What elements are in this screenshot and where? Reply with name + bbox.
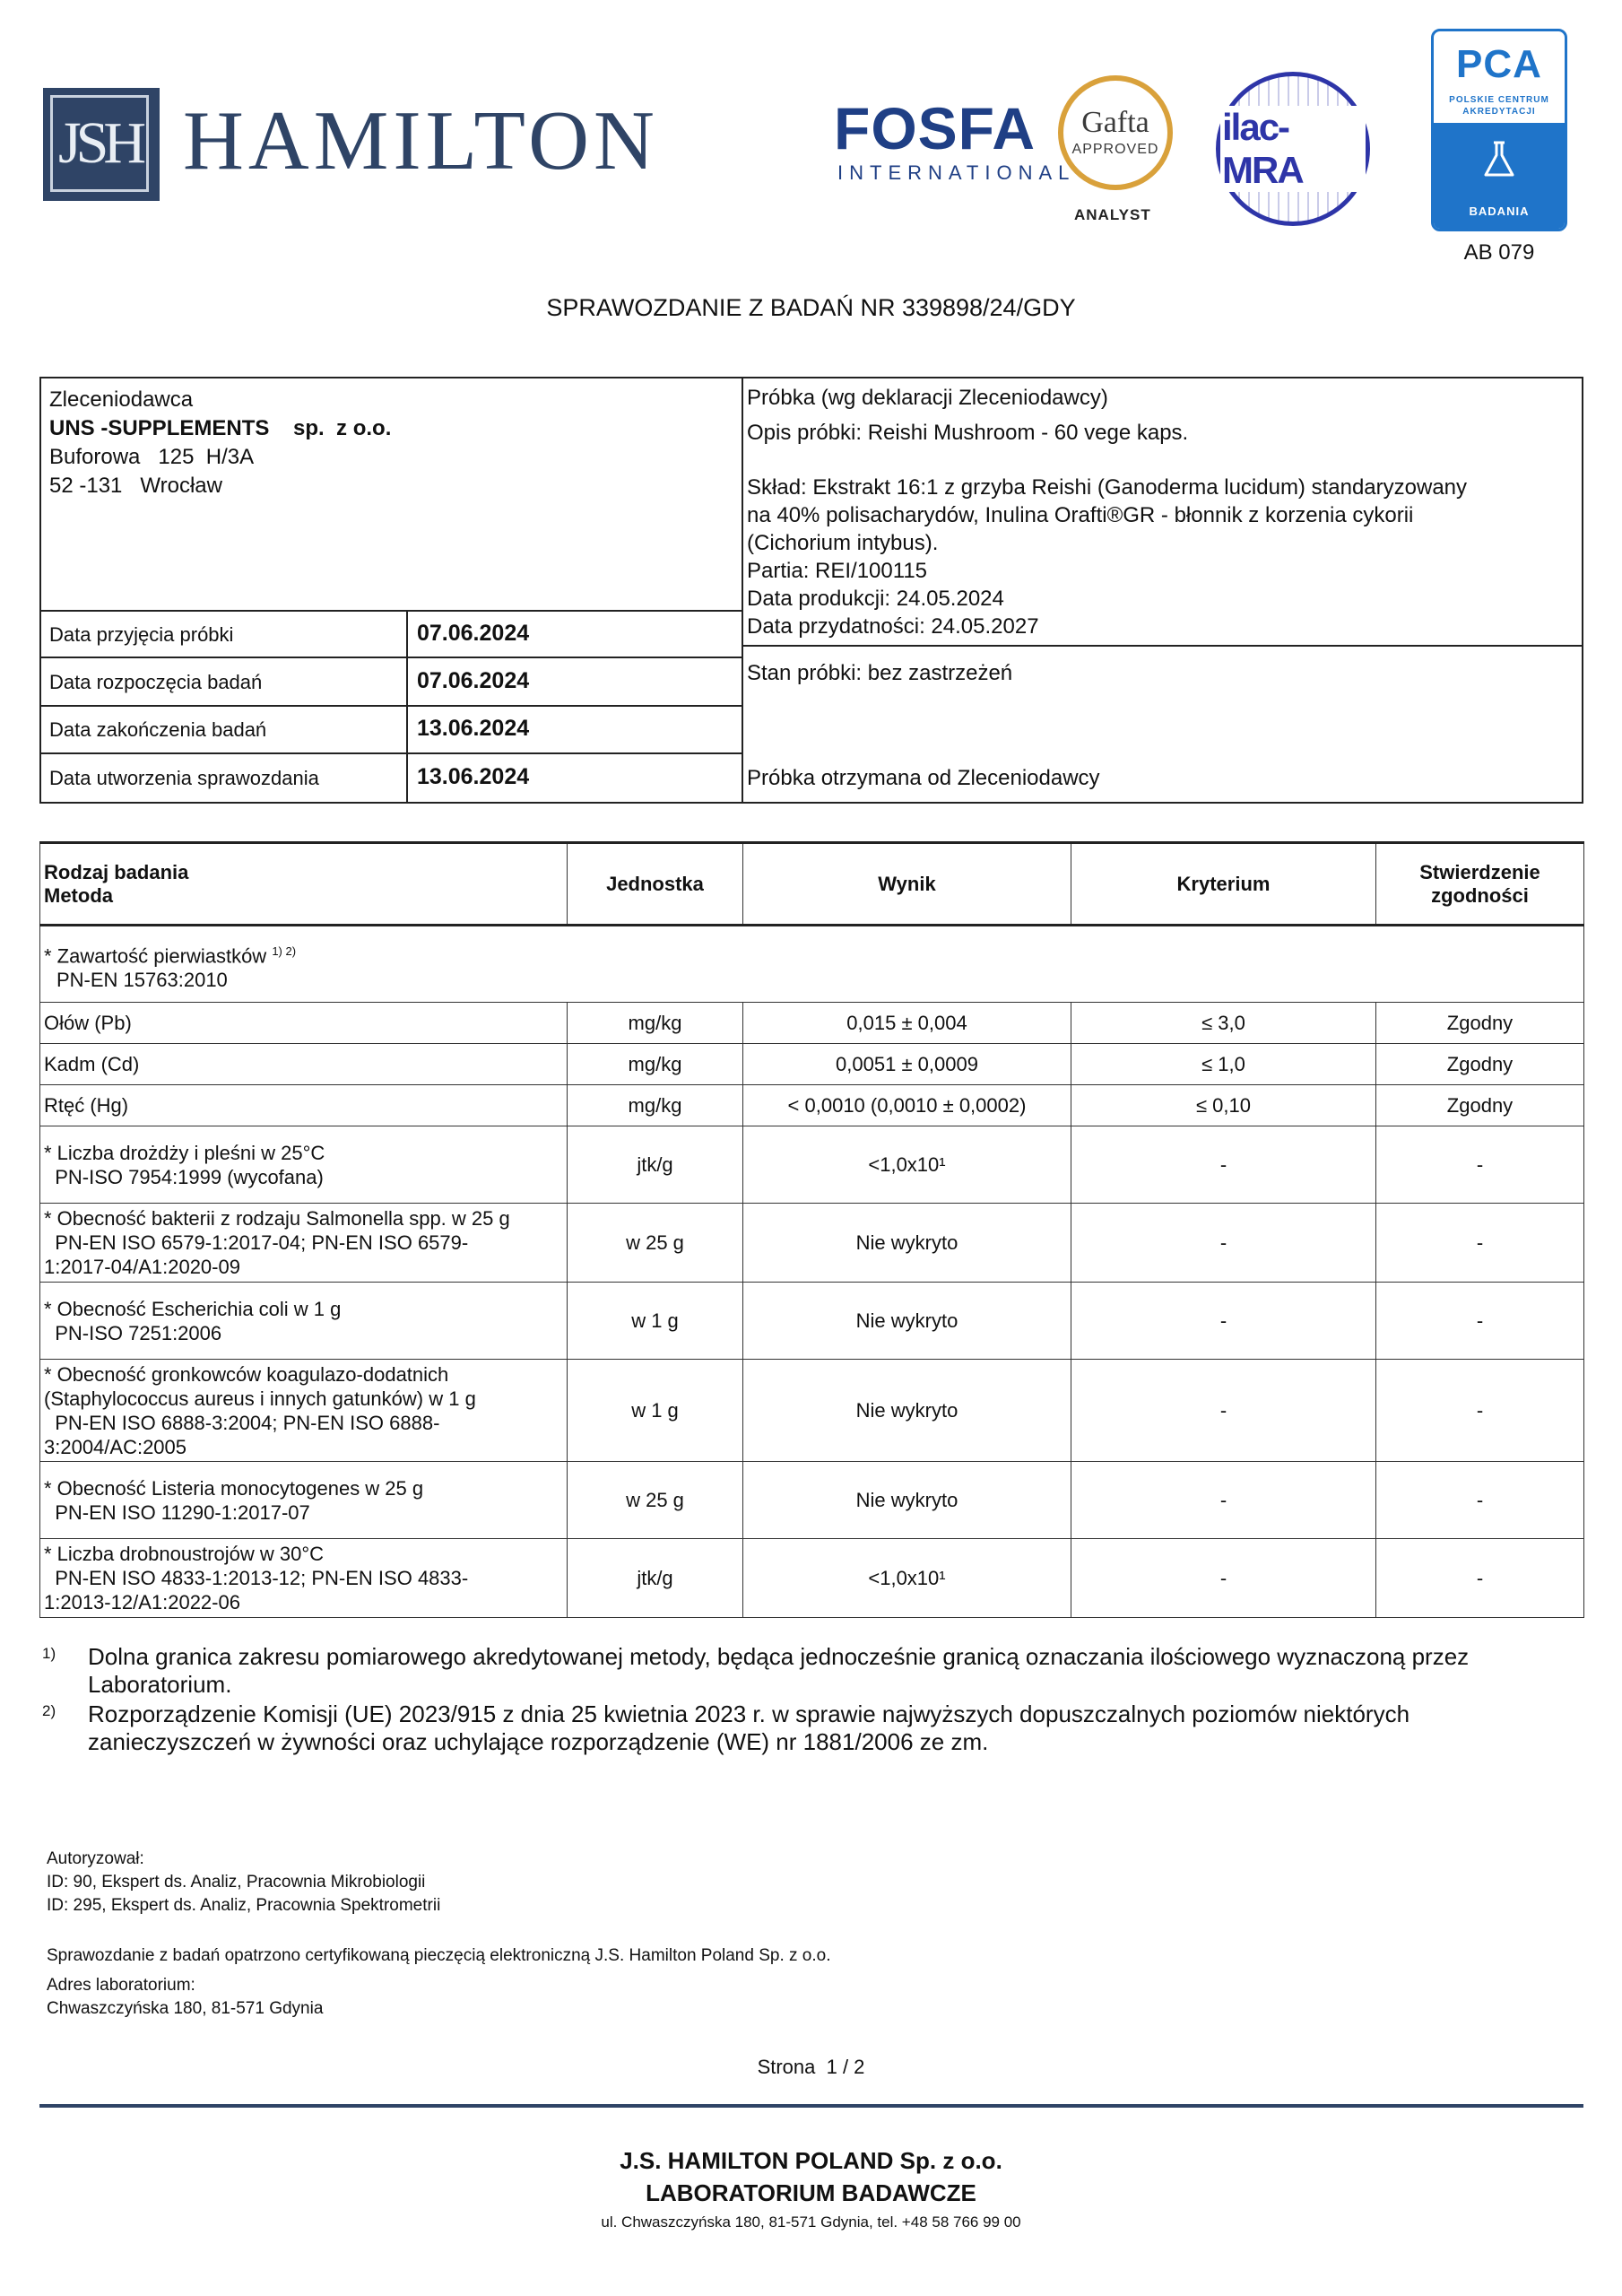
report-title: SPRAWOZDANIE Z BADAŃ NR 339898/24/GDY — [546, 294, 1076, 321]
pca-logo — [1431, 29, 1567, 231]
gafta-title: Gafta — [1081, 106, 1149, 139]
cell-result: Nie wykryto — [743, 1462, 1071, 1539]
date-label-start: Data rozpoczęcia badań — [49, 671, 263, 693]
cell-test-line: 3:2004/AC:2005 — [44, 1435, 187, 1458]
dates-col-divider — [406, 610, 408, 802]
lab-address-value: Chwaszczyńska 180, 81-571 Gdynia — [47, 1999, 324, 2018]
cell-criterion: - — [1071, 1283, 1376, 1360]
cell-conformity: Zgodny — [1376, 1085, 1584, 1126]
table-row — [40, 1044, 1584, 1085]
sample-composition-3: (Cichorium intybus). — [747, 531, 939, 555]
footnote-1-line2: Laboratorium. — [88, 1671, 232, 1698]
cell-criterion: - — [1071, 1462, 1376, 1539]
client-label: Zleceniodawca — [49, 387, 194, 412]
ilac-mra-logo — [1216, 72, 1370, 226]
table-row — [40, 1085, 1584, 1126]
pca-subtitle-line1: POLSKIE CENTRUM — [1449, 95, 1549, 105]
report-info-box — [39, 377, 1583, 804]
cell-unit: w 1 g — [568, 1360, 743, 1462]
cell-test: Ołów (Pb) — [40, 1003, 568, 1044]
dates-line-2 — [41, 705, 742, 707]
cell-test-line: PN-ISO 7954:1999 (wycofana) — [44, 1165, 324, 1188]
cell-result: Nie wykryto — [743, 1283, 1071, 1360]
gafta-analyst: ANALYST — [1074, 206, 1151, 223]
cell-test-line: PN-ISO 7251:2006 — [44, 1321, 222, 1344]
date-value-start: 07.06.2024 — [417, 668, 530, 693]
footer-lab: LABORATORIUM BADAWCZE — [646, 2179, 976, 2206]
cell-test-line: PN-EN ISO 4833-1:2013-12; PN-EN ISO 4833- — [44, 1567, 469, 1589]
cell-conformity: - — [1376, 1462, 1584, 1539]
cell-test — [40, 1539, 568, 1618]
accreditation-code: AB 079 — [1463, 240, 1535, 265]
cell-test-line: * Obecność gronkowców koagulazo-dodatnich — [44, 1362, 449, 1386]
client-city: 52 -131 Wrocław — [49, 474, 222, 498]
col-header-conformity-line2: zgodności — [1431, 883, 1529, 907]
cell-test-line: PN-EN ISO 11290-1:2017-07 — [44, 1500, 310, 1524]
table-row — [40, 1539, 1584, 1618]
sample-expiry-date: Data przydatności: 24.05.2027 — [747, 614, 1039, 639]
date-label-end: Data zakończenia badań — [49, 718, 267, 741]
table-row — [40, 1204, 1584, 1283]
authorization-line2: ID: 295, Ekspert ds. Analiz, Pracownia Spektrometrii — [47, 1896, 441, 1915]
cell-test — [40, 1204, 568, 1283]
footer-divider — [39, 2104, 1583, 2108]
cell-test-line: * Obecność Escherichia coli w 1 g — [44, 1297, 342, 1320]
dates-line-3 — [41, 752, 742, 754]
cell-conformity: Zgodny — [1376, 1003, 1584, 1044]
footnote-1-number: 1) — [42, 1645, 56, 1662]
col-header-result: Wynik — [743, 843, 1071, 926]
info-divider — [742, 378, 743, 802]
table-row — [40, 1283, 1584, 1360]
cell-conformity: - — [1376, 1360, 1584, 1462]
footnote-2-line1: Rozporządzenie Komisji (UE) 2023/915 z dnia 25 kwietnia 2023 r. w sprawie najwyższych dopuszczalnych poziomów niektórych — [88, 1700, 1410, 1727]
footer-contact: ul. Chwaszczyńska 180, 81-571 Gdynia, tel. +48 58 766 99 00 — [601, 2213, 1021, 2231]
cell-test-line: * Obecność bakterii z rodzaju Salmonella spp. w 25 g — [44, 1207, 510, 1230]
fosfa-subtitle: INTERNATIONAL — [837, 161, 1076, 184]
cell-test-line: * Obecność Listeria monocytogenes w 25 g — [44, 1476, 424, 1500]
certification-note: Sprawozdanie z badań opatrzono certyfikowaną pieczęcią elektroniczną J.S. Hamilton Poland Sp. z o.o. — [47, 1946, 831, 1965]
cell-criterion: ≤ 3,0 — [1071, 1003, 1376, 1044]
cell-conformity: - — [1376, 1283, 1584, 1360]
group-method: PN-EN 15763:2010 — [56, 969, 228, 992]
cell-criterion: - — [1071, 1204, 1376, 1283]
col-header-test-line2: Metoda — [44, 883, 113, 907]
cell-test-line: PN-EN ISO 6579-1:2017-04; PN-EN ISO 6579- — [44, 1231, 469, 1254]
cell-conformity: - — [1376, 1126, 1584, 1204]
cell-result: <1,0x10¹ — [743, 1539, 1071, 1618]
cell-result: Nie wykryto — [743, 1204, 1071, 1283]
table-row — [40, 1126, 1584, 1204]
sample-batch: Partia: REI/100115 — [747, 559, 928, 583]
pca-subtitle-line2: AKREDYTACJI — [1462, 107, 1536, 117]
brand-name: HAMILTON — [183, 94, 659, 187]
sample-production-date: Data produkcji: 24.05.2024 — [747, 587, 1004, 611]
cell-unit: mg/kg — [568, 1085, 743, 1126]
col-header-criterion: Kryterium — [1071, 843, 1376, 926]
cell-criterion: - — [1071, 1126, 1376, 1204]
cell-unit: mg/kg — [568, 1003, 743, 1044]
lab-address-label: Adres laboratorium: — [47, 1976, 195, 1995]
cell-unit: w 1 g — [568, 1283, 743, 1360]
cell-conformity: - — [1376, 1204, 1584, 1283]
footnote-2-number: 2) — [42, 1702, 56, 1719]
footer-company: J.S. HAMILTON POLAND Sp. z o.o. — [620, 2147, 1002, 2174]
cell-test-line: PN-EN ISO 6888-3:2004; PN-EN ISO 6888- — [44, 1411, 440, 1434]
cell-unit: jtk/g — [568, 1539, 743, 1618]
sample-received: Próbka otrzymana od Zleceniodawcy — [747, 766, 1100, 790]
group-title-text: * Zawartość pierwiastków — [44, 944, 267, 968]
group-cell — [40, 926, 1584, 1003]
pca-title: PCA — [1456, 42, 1542, 86]
sample-composition-2: na 40% polisacharydów, Inulina Orafti®GR - błonnik z korzenia cykorii — [747, 503, 1414, 527]
authorization-line1: ID: 90, Ekspert ds. Analiz, Pracownia Mikrobiologii — [47, 1873, 426, 1892]
client-name: UNS -SUPPLEMENTS sp. z o.o. — [49, 416, 392, 440]
cell-test — [40, 1126, 568, 1204]
cell-test-line: (Staphylococcus aureus i innych gatunków) w 1 g — [44, 1387, 476, 1410]
sample-composition-1: Skład: Ekstrakt 16:1 z grzyba Reishi (Ganoderma lucidum) standaryzowany — [747, 475, 1468, 500]
pca-badge-text: BADANIA — [1469, 204, 1530, 218]
cell-unit: jtk/g — [568, 1126, 743, 1204]
table-row — [40, 1462, 1584, 1539]
col-header-conformity — [1376, 843, 1584, 926]
table-group-row — [40, 926, 1584, 1003]
results-table — [39, 841, 1584, 1618]
flask-icon — [1479, 139, 1520, 180]
cell-criterion: - — [1071, 1539, 1376, 1618]
cell-test-line: * Liczba drobnoustrojów w 30°C — [44, 1543, 325, 1565]
cell-test-line: 1:2017-04/A1:2020-09 — [44, 1256, 240, 1278]
gafta-subtitle: APPROVED — [1071, 142, 1159, 157]
cell-test: Kadm (Cd) — [40, 1044, 568, 1085]
ilac-mra-text: ilac-MRA — [1220, 106, 1366, 192]
date-value-report: 13.06.2024 — [417, 764, 530, 789]
page-number: Strona 1 / 2 — [757, 2056, 865, 2078]
col-header-test-line1: Rodzaj badania — [44, 860, 189, 883]
date-value-end: 13.06.2024 — [417, 716, 530, 741]
sample-description: Opis próbki: Reishi Mushroom - 60 vege kaps. — [747, 421, 1189, 445]
group-title — [44, 939, 1580, 968]
cell-result: Nie wykryto — [743, 1360, 1071, 1462]
logo-monogram-frame — [50, 95, 149, 192]
cell-conformity: Zgodny — [1376, 1044, 1584, 1085]
sample-separator — [742, 645, 1583, 647]
dates-line-1 — [41, 657, 742, 658]
cell-criterion: ≤ 0,10 — [1071, 1085, 1376, 1126]
cell-result: < 0,0010 (0,0010 ± 0,0002) — [743, 1085, 1071, 1126]
cell-unit: mg/kg — [568, 1044, 743, 1085]
hamilton-logo — [43, 88, 160, 201]
cell-unit: w 25 g — [568, 1204, 743, 1283]
table-row — [40, 1003, 1584, 1044]
cell-test — [40, 1462, 568, 1539]
col-header-conformity-line1: Stwierdzenie — [1419, 860, 1540, 883]
table-header-row — [40, 843, 1584, 926]
gafta-logo — [1058, 75, 1173, 190]
sample-state: Stan próbki: bez zastrzeżeń — [747, 661, 1013, 685]
col-header-unit: Jednostka — [568, 843, 743, 926]
group-footnote-ref: 1) 2) — [272, 944, 297, 958]
col-header-test — [40, 843, 568, 926]
dates-top-line — [41, 610, 742, 612]
cell-test: Rtęć (Hg) — [40, 1085, 568, 1126]
sample-heading: Próbka (wg deklaracji Zleceniodawcy) — [747, 386, 1108, 410]
footnote-1-line1: Dolna granica zakresu pomiarowego akredytowanej metody, będąca jednocześnie granicą oznaczania ilościowego wyznaczoną przez — [88, 1643, 1470, 1670]
fosfa-logo: FOSFA — [834, 95, 1037, 161]
client-street: Buforowa 125 H/3A — [49, 445, 255, 469]
cell-result: 0,015 ± 0,004 — [743, 1003, 1071, 1044]
cell-test-line: 1:2013-12/A1:2022-06 — [44, 1591, 240, 1613]
cell-conformity: - — [1376, 1539, 1584, 1618]
cell-result: <1,0x10¹ — [743, 1126, 1071, 1204]
footnote-2-line2: zanieczyszczeń w żywności oraz uchylające rozporządzenie (WE) nr 1881/2006 ze zm. — [88, 1728, 989, 1755]
table-row — [40, 1360, 1584, 1462]
date-label-report: Data utworzenia sprawozdania — [49, 767, 319, 789]
cell-criterion: ≤ 1,0 — [1071, 1044, 1376, 1085]
cell-test — [40, 1360, 568, 1462]
cell-result: 0,0051 ± 0,0009 — [743, 1044, 1071, 1085]
pca-subtitle — [1434, 94, 1565, 117]
cell-test — [40, 1283, 568, 1360]
pca-badge-band — [1434, 123, 1565, 229]
cell-unit: w 25 g — [568, 1462, 743, 1539]
cell-test-line: * Liczba drożdży i pleśni w 25°C — [44, 1141, 325, 1164]
date-label-received: Data przyjęcia próbki — [49, 623, 234, 646]
logo-monogram: JSH — [57, 110, 142, 176]
date-value-received: 07.06.2024 — [417, 621, 530, 646]
authorization-label: Autoryzował: — [47, 1849, 144, 1868]
cell-criterion: - — [1071, 1360, 1376, 1462]
